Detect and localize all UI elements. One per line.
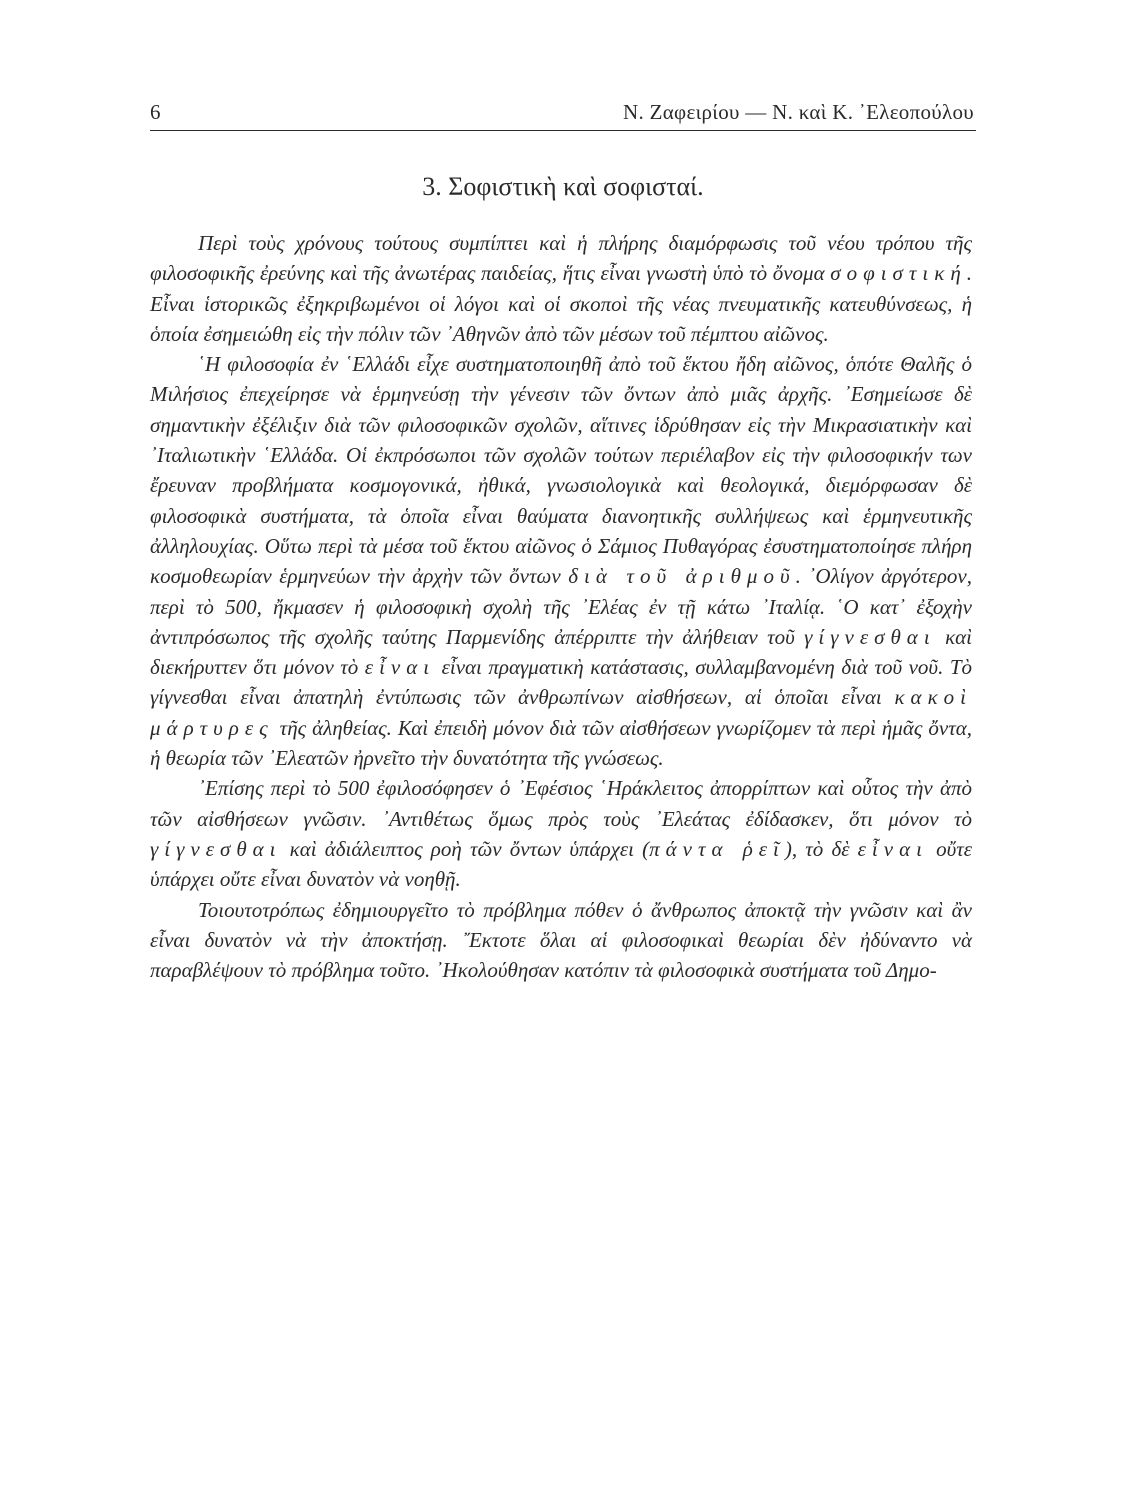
text-run: ᾿Επίσης περὶ τὸ 500 ἐφιλοσόφησεν ὁ ᾿Εφέσιος ῾Ηράκλειτος ἀπορρίπτων καὶ οὗτος τὴν ἀπὸ τῶν αἰσθήσεων γνῶσιν. ᾿Αντιθέτως ὅμως πρὸς τοὺς ᾿Ελεάτας ἐδίδασκεν, ὅτι μόνον τὸ (150, 776, 972, 831)
text-run: Περὶ τοὺς χρόνους τούτους συμπίπτει καὶ ἡ πλήρης διαμόρφωσις τοῦ νέου τρόπου τῆς φιλοσοφικῆς ἐρεύνης καὶ τῆς ἀνωτέρας παιδείας, ἥτις εἶναι γνωστὴ ὑπὸ τὸ ὄνομα (150, 231, 972, 286)
section-title: 3. Σοφιστικὴ καὶ σοφισταί. (422, 172, 704, 201)
page-number: 6 (150, 100, 161, 124)
running-head: Ν. Ζαφειρίου — Ν. καὶ Κ. ᾿Ελεοπούλου (623, 100, 974, 124)
body-text (150, 228, 972, 985)
emphasized-term: κακοὶ μάρτυρες (150, 685, 972, 740)
paragraph-3 (150, 773, 972, 894)
emphasized-term: γίγνεσθαι (150, 836, 282, 861)
paragraph-4 (150, 895, 972, 986)
text-run: . ᾿Ολίγον ἀργότερον, περὶ τὸ 500, ἤκμασεν ἡ φιλοσοφικὴ σχολὴ τῆς ᾿Ελέας ἐν τῇ κάτω ᾿Ιταλίᾳ. ῾Ο κατ᾿ ἐξοχὴν ἀντιπρόσωπος τῆς σχολῆς ταύτης Παρμενίδης ἀπέρριπτε τὴν ἀλήθειαν τοῦ (150, 564, 972, 649)
text-run: καὶ διεκήρυττεν ὅτι μόνον τὸ (150, 624, 973, 680)
paragraph-2 (150, 349, 972, 773)
paragraph-1 (150, 228, 972, 349)
text-run: . Εἶναι ἱστορικῶς ἐξηκριβωμένοι οἱ λόγοι καὶ οἱ σκοποὶ τῆς νέας πνευματικῆς κατευθύνσεως, ἡ ὁποία ἐσημειώθη εἰς τὴν πόλιν τῶν ᾿Αθηνῶν ἀπὸ τῶν μέσων τοῦ πέμπτου αἰῶνος. (150, 261, 972, 346)
emphasized-term: διὰ τοῦ ἀριθμοῦ (568, 564, 796, 589)
text-run: οὔτε ὑπάρχει οὔτε εἶναι δυνατὸν νὰ νοηθῇ. (150, 836, 973, 892)
text-run: ῾Η φιλοσοφία ἐν ῾Ελλάδι εἶχε συστηματοποιηθῆ ἀπὸ τοῦ ἕκτου ἤδη αἰῶνος, ὁπότε Θαλῆς ὁ Μιλήσιος ἐπεχείρησε νὰ ἑρμηνεύσῃ τὴν γένεσιν τῶν ὄντων ἀπὸ μιᾶς ἀρχῆς. ᾿Εσημείωσε δὲ σημαντικὴν ἐξέλιξιν διὰ τῶν φιλοσοφικῶν σχολῶν, αἵτινες ἱδρύθησαν εἰς τὴν Μικρασιατικὴν καὶ ᾿Ιταλιωτικὴν ῾Ελλάδα. Οἱ ἐκπρόσωποι τῶν σχολῶν τούτων περιέλαβον εἰς τὴν φιλοσοφικήν των ἔρευναν προβλήματα κοσμογονικά, ἠθικά, γνωσιολογικὰ καὶ θεολογικά, διεμόρφωσαν δὲ φιλοσοφικὰ συστήματα, τὰ ὁποῖα εἶναι θαύματα διανοητικῆς συλλήψεως καὶ ἑρμηνευτικῆς ἀλληλουχίας. Οὕτω περὶ τὰ μέσα τοῦ ἕκτου αἰῶνος ὁ Σάμιος Πυθαγόρας ἐσυστηματοποίησε πλήρη κοσμοθεωρίαν ἑρμηνεύων τὴν ἀρχὴν τῶν ὄντων (150, 352, 972, 589)
text-run: Τοιουτοτρόπως ἐδημιουργεῖτο τὸ πρόβλημα πόθεν ὁ ἄνθρωπος ἀποκτᾷ τὴν γνῶσιν καὶ ἂν εἶναι δυνατὸν νὰ τὴν ἀποκτήσῃ. ῎Εκτοτε ὅλαι αἱ φιλοσοφικαὶ θεωρίαι δὲν ἠδύναντο νὰ παραβλέψουν τὸ πρόβλημα τοῦτο. ᾿Ηκολούθησαν κατόπιν τὰ φιλοσοφικὰ συστήματα τοῦ Δημο- (150, 897, 972, 983)
text-run: καὶ ἀδιάλειπτος ροὴ τῶν ὄντων ὑπάρχει ( (281, 836, 650, 861)
emphasized-term: γίγνεσθαι (804, 624, 936, 649)
header-rule (150, 130, 976, 131)
emphasized-term: σοφιστική (830, 261, 967, 286)
text-run: εἶναι πραγματικὴ κατάστασις, συλλαμβανομένη διὰ τοῦ νοῦ. Τὸ γίγνεσθαι εἶναι ἀπατηλὴ ἐντύπωσις τῶν ἀνθρωπίνων αἰσθήσεων, αἱ ὁποῖαι εἶναι (150, 655, 973, 710)
text-run: ), τὸ δὲ (784, 836, 858, 861)
emphasized-term: εἶναι (857, 836, 928, 861)
emphasized-term: εἶναι (364, 655, 436, 680)
emphasized-term: πάντα ῥεῖ (649, 836, 785, 861)
text-run: τῆς ἀληθείας. Καὶ ἐπειδὴ μόνον διὰ τῶν αἰσθήσεων γνωρίζομεν τὰ περὶ ἡμᾶς ὄντα, ἡ θεωρία τῶν ᾿Ελεατῶν ἠρνεῖτο τὴν δυνατότητα τῆς γνώσεως. (150, 715, 972, 771)
